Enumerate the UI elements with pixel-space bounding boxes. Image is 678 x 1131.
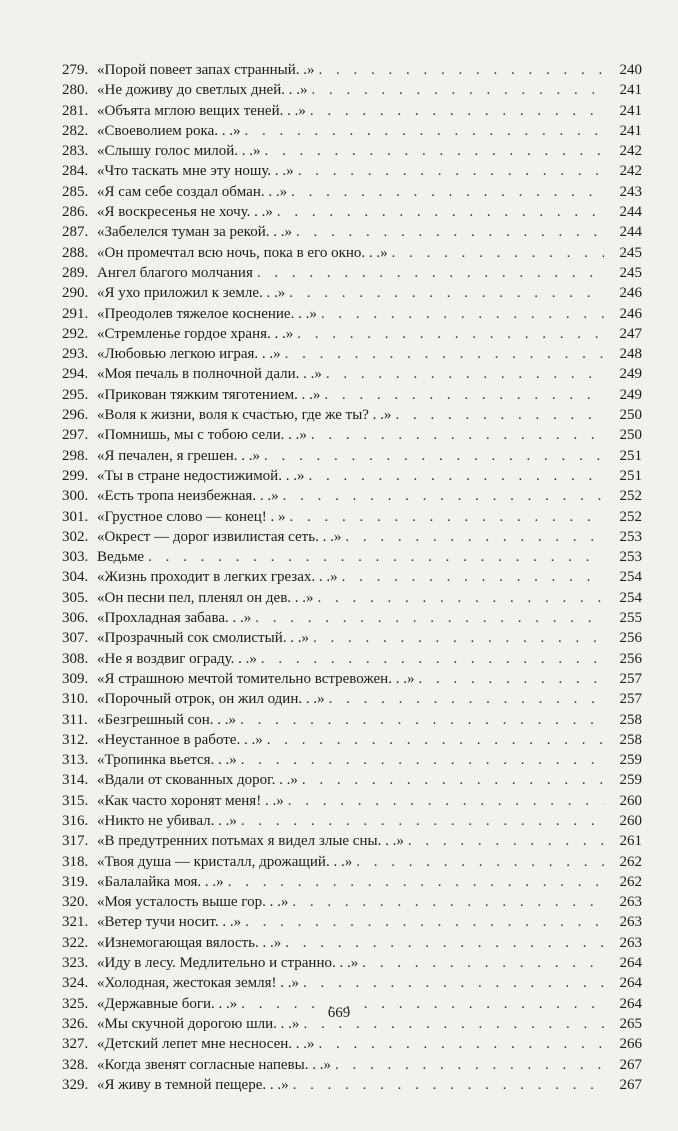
entry-page: 263 — [619, 894, 642, 911]
entry-title: «Ты в стране недостижимой. . .» — [97, 467, 305, 484]
entry-title: «Я сам себе создал обман. . .» — [97, 183, 288, 200]
dot-leader — [285, 344, 604, 364]
toc-entry — [62, 689, 642, 709]
entry-page: 241 — [619, 82, 642, 99]
entry-title: «Когда звенят согласные напевы. . .» — [97, 1056, 331, 1073]
entry-number: 294. — [62, 366, 89, 383]
dot-leader — [342, 567, 604, 587]
entry-title: «В предутренних потьмах я видел злые сны. . .» — [97, 833, 404, 850]
dot-leader — [291, 182, 604, 202]
entry-number: 320. — [62, 894, 89, 911]
entry-title: «Неустанное в работе. . .» — [97, 731, 263, 748]
entry-number: 279. — [62, 62, 89, 78]
entry-page: 265 — [619, 1015, 642, 1032]
entry-number: 308. — [62, 650, 89, 667]
toc-entry — [62, 222, 642, 242]
dot-leader — [288, 791, 604, 811]
entry-number: 287. — [62, 224, 89, 241]
entry-page: 252 — [619, 508, 642, 525]
dot-leader — [312, 80, 605, 100]
entry-title: «Помнишь, мы с тобою сели. . .» — [97, 427, 307, 444]
entry-number: 296. — [62, 407, 89, 424]
entry-title: «Моя усталость выше гор. . .» — [97, 894, 289, 911]
dot-leader — [255, 608, 604, 628]
entry-number: 286. — [62, 204, 89, 221]
toc-entry — [62, 811, 642, 831]
entry-title: «Тропинка вьется. . .» — [97, 752, 237, 769]
dot-leader — [241, 811, 604, 831]
dot-leader — [310, 101, 604, 121]
toc-entry — [62, 547, 642, 567]
entry-number: 321. — [62, 914, 89, 931]
entry-page: 267 — [619, 1076, 642, 1093]
entry-page: 258 — [619, 731, 642, 748]
entry-page: 253 — [619, 549, 642, 566]
entry-number: 299. — [62, 467, 89, 484]
entry-title: «Мы скучной дорогою шли. . .» — [97, 1015, 300, 1032]
entry-page: 248 — [619, 346, 642, 363]
toc-entry — [62, 263, 642, 283]
table-of-contents — [62, 60, 642, 1095]
entry-page: 263 — [619, 914, 642, 931]
toc-entry — [62, 60, 642, 80]
dot-leader — [277, 202, 604, 222]
toc-entry — [62, 486, 642, 506]
toc-entry — [62, 121, 642, 141]
dot-leader — [324, 385, 604, 405]
toc-entry — [62, 466, 642, 486]
dot-leader — [245, 912, 604, 932]
dot-leader — [297, 324, 604, 344]
dot-leader — [395, 405, 604, 425]
toc-entry — [62, 1034, 642, 1054]
entry-number: 306. — [62, 610, 89, 627]
entry-number: 312. — [62, 731, 89, 748]
entry-page: 259 — [619, 752, 642, 769]
dot-leader — [298, 161, 604, 181]
toc-entry — [62, 324, 642, 344]
entry-page: 264 — [619, 975, 642, 992]
entry-title: «Балалайка моя. . .» — [97, 873, 224, 890]
dot-leader — [267, 730, 604, 750]
toc-entry — [62, 202, 642, 222]
entry-number: 325. — [62, 995, 89, 1012]
entry-page: 257 — [619, 670, 642, 687]
entry-page: 264 — [619, 995, 642, 1012]
entry-page: 261 — [619, 833, 642, 850]
entry-number: 304. — [62, 569, 89, 586]
entry-title: «Слышу голос милой. . .» — [97, 143, 261, 160]
toc-entry — [62, 1055, 642, 1075]
entry-page: 253 — [619, 528, 642, 545]
entry-title: «Я живу в темной пещере. . .» — [97, 1076, 289, 1093]
entry-number: 298. — [62, 447, 89, 464]
entry-title: «Жизнь проходит в легких грезах. . .» — [97, 569, 338, 586]
entry-number: 284. — [62, 163, 89, 180]
entry-page: 241 — [619, 102, 642, 119]
entry-number: 309. — [62, 670, 89, 687]
entry-number: 285. — [62, 183, 89, 200]
entry-number: 307. — [62, 630, 89, 647]
entry-title: «Прохладная забава. . .» — [97, 610, 252, 627]
toc-entry — [62, 182, 642, 202]
dot-leader — [302, 770, 604, 790]
dot-leader — [241, 750, 604, 770]
dot-leader — [321, 304, 604, 324]
entry-page: 249 — [619, 366, 642, 383]
toc-entry — [62, 141, 642, 161]
toc-entry — [62, 385, 642, 405]
toc-entry — [62, 283, 642, 303]
toc-entry — [62, 243, 642, 263]
entry-number: 313. — [62, 752, 89, 769]
toc-entry — [62, 649, 642, 669]
entry-page: 252 — [619, 488, 642, 505]
toc-entry — [62, 446, 642, 466]
toc-entry — [62, 527, 642, 547]
entry-number: 316. — [62, 812, 89, 829]
entry-title: «Безгрешный сон. . .» — [97, 711, 237, 728]
entry-number: 326. — [62, 1015, 89, 1032]
toc-entry — [62, 791, 642, 811]
entry-title: «Никто не убивал. . .» — [97, 812, 237, 829]
toc-entry — [62, 770, 642, 790]
dot-leader — [148, 547, 604, 567]
dot-leader — [408, 831, 604, 851]
entry-title: «Есть тропа неизбежная. . .» — [97, 488, 279, 505]
dot-leader — [418, 669, 604, 689]
entry-page: 245 — [619, 264, 642, 281]
entry-page: 258 — [619, 711, 642, 728]
toc-entry — [62, 852, 642, 872]
entry-page: 242 — [619, 143, 642, 160]
entry-title: «Не я воздвиг ограду. . .» — [97, 650, 257, 667]
dot-leader — [319, 60, 604, 80]
dot-leader — [392, 243, 604, 263]
entry-number: 290. — [62, 285, 89, 302]
entry-page: 264 — [619, 955, 642, 972]
entry-title: «Он песни пел, пленял он дев. . .» — [97, 589, 314, 606]
dot-leader — [308, 466, 604, 486]
entry-number: 329. — [62, 1076, 89, 1093]
dot-leader — [283, 486, 604, 506]
entry-title: Ведьме — [97, 549, 145, 566]
entry-page: 256 — [619, 630, 642, 647]
toc-entry — [62, 669, 642, 689]
entry-number: 295. — [62, 386, 89, 403]
entry-number: 297. — [62, 427, 89, 444]
entry-page: 245 — [619, 244, 642, 261]
entry-number: 291. — [62, 305, 89, 322]
entry-title: «Иду в лесу. Медлительно и странно. . .» — [97, 955, 359, 972]
entry-page: 262 — [619, 853, 642, 870]
toc-entry — [62, 608, 642, 628]
toc-entry — [62, 892, 642, 912]
entry-number: 301. — [62, 508, 89, 525]
toc-entry — [62, 628, 642, 648]
entry-page: 260 — [619, 812, 642, 829]
entry-number: 327. — [62, 1036, 89, 1053]
entry-page: 259 — [619, 772, 642, 789]
entry-title: «Стремленье гордое храня. . .» — [97, 325, 294, 342]
entry-page: 246 — [619, 305, 642, 322]
toc-entry — [62, 567, 642, 587]
entry-title: «Своеволием рока. . .» — [97, 122, 241, 139]
entry-page: 263 — [619, 934, 642, 951]
entry-page: 246 — [619, 285, 642, 302]
toc-entry — [62, 912, 642, 932]
dot-leader — [257, 263, 604, 283]
entry-page: 250 — [619, 427, 642, 444]
entry-page: 254 — [619, 569, 642, 586]
toc-entry — [62, 304, 642, 324]
dot-leader — [292, 892, 604, 912]
entry-number: 310. — [62, 691, 89, 708]
entry-page: 241 — [619, 122, 642, 139]
dot-leader — [240, 710, 604, 730]
entry-number: 283. — [62, 143, 89, 160]
entry-title: «Прозрачный сок смолистый. . .» — [97, 630, 309, 647]
dot-leader — [335, 1055, 604, 1075]
entry-page: 266 — [619, 1036, 642, 1053]
dot-leader — [311, 425, 604, 445]
entry-title: «Я ухо приложил к земле. . .» — [97, 285, 286, 302]
entry-page: 243 — [619, 183, 642, 200]
entry-title: «Порой повеет запах странный. .» — [97, 62, 315, 78]
entry-title: «Он промечтал всю ночь, пока в его окно. . .» — [97, 244, 388, 261]
entry-number: 317. — [62, 833, 89, 850]
entry-page: 244 — [619, 224, 642, 241]
dot-leader — [296, 222, 604, 242]
toc-entry — [62, 933, 642, 953]
toc-entry — [62, 831, 642, 851]
entry-number: 292. — [62, 325, 89, 342]
entry-number: 303. — [62, 549, 89, 566]
entry-title: «Прикован тяжким тяготением. . .» — [97, 386, 321, 403]
entry-number: 311. — [62, 711, 88, 728]
toc-entry — [62, 101, 642, 121]
entry-page: 257 — [619, 691, 642, 708]
entry-title: «Изнемогающая вялость. . .» — [97, 934, 282, 951]
page-number: 669 — [327, 1005, 351, 1021]
entry-title: «Окрест — дорог извилистая сеть. . .» — [97, 528, 342, 545]
entry-title: «Объята мглою вещих теней. . .» — [97, 102, 306, 119]
entry-title: «Как часто хоронят меня! . .» — [97, 792, 284, 809]
dot-leader — [303, 973, 604, 993]
entry-title: «Забелелся туман за рекой. . .» — [97, 224, 292, 241]
entry-number: 282. — [62, 122, 89, 139]
entry-number: 305. — [62, 589, 89, 606]
toc-entry — [62, 973, 642, 993]
entry-number: 281. — [62, 102, 89, 119]
dot-leader — [362, 953, 604, 973]
entry-number: 319. — [62, 873, 89, 890]
entry-page: 244 — [619, 204, 642, 221]
entry-page: 267 — [619, 1056, 642, 1073]
dot-leader — [345, 527, 604, 547]
dot-leader — [245, 121, 605, 141]
dot-leader — [285, 933, 604, 953]
entry-title: «Ветер тучи носит. . .» — [97, 914, 242, 931]
dot-leader — [318, 588, 604, 608]
entry-title: «Вдали от скованных дорог. . .» — [97, 772, 298, 789]
dot-leader — [329, 689, 604, 709]
entry-title: «Я печален, я грешен. . .» — [97, 447, 261, 464]
toc-entry — [62, 405, 642, 425]
entry-title: «Преодолев тяжелое коснение. . .» — [97, 305, 317, 322]
entry-number: 314. — [62, 772, 89, 789]
entry-number: 300. — [62, 488, 89, 505]
dot-leader — [356, 852, 604, 872]
toc-entry — [62, 80, 642, 100]
entry-page: 250 — [619, 407, 642, 424]
entry-title: Ангел благого молчания — [97, 264, 253, 281]
entry-title: «Державные боги. . .» — [97, 995, 238, 1012]
toc-entry — [62, 344, 642, 364]
entry-page: 251 — [619, 467, 642, 484]
entry-title: «Что таскать мне эту ношу. . .» — [97, 163, 294, 180]
entry-page: 249 — [619, 386, 642, 403]
toc-entry — [62, 507, 642, 527]
dot-leader — [265, 141, 605, 161]
entry-page: 240 — [619, 62, 642, 78]
entry-page: 255 — [619, 610, 642, 627]
entry-title: «Моя печаль в полночной дали. . .» — [97, 366, 322, 383]
entry-title: «Я воскресенья не хочу. . .» — [97, 204, 273, 221]
entry-number: 288. — [62, 244, 89, 261]
entry-title: «Твоя душа — кристалл, дрожащий. . .» — [97, 853, 353, 870]
dot-leader — [326, 364, 604, 384]
toc-entry — [62, 730, 642, 750]
entry-title: «Не доживу до светлых дней. . .» — [97, 82, 308, 99]
entry-page: 254 — [619, 589, 642, 606]
toc-entry — [62, 710, 642, 730]
dot-leader — [289, 507, 604, 527]
entry-page: 260 — [619, 792, 642, 809]
toc-entry — [62, 588, 642, 608]
dot-leader — [293, 1075, 604, 1095]
entry-number: 323. — [62, 955, 89, 972]
entry-number: 324. — [62, 975, 89, 992]
entry-title: «Холодная, жестокая земля! . .» — [97, 975, 299, 992]
toc-entry — [62, 953, 642, 973]
entry-number: 318. — [62, 853, 89, 870]
entry-title: «Порочный отрок, он жил один. . .» — [97, 691, 325, 708]
entry-page: 262 — [619, 873, 642, 890]
entry-number: 289. — [62, 264, 89, 281]
entry-title: «Грустное слово — конец! . » — [97, 508, 286, 525]
dot-leader — [264, 446, 604, 466]
toc-entry — [62, 750, 642, 770]
entry-title: «Воля к жизни, воля к счастью, где же ты? . .» — [97, 407, 392, 424]
entry-page: 256 — [619, 650, 642, 667]
entry-title: «Детский лепет мне несносен. . .» — [97, 1036, 315, 1053]
entry-page: 247 — [619, 325, 642, 342]
entry-number: 322. — [62, 934, 89, 951]
entry-number: 315. — [62, 792, 89, 809]
dot-leader — [289, 283, 604, 303]
toc-entry — [62, 1075, 642, 1095]
toc-entry — [62, 872, 642, 892]
entry-number: 302. — [62, 528, 89, 545]
entry-number: 280. — [62, 82, 89, 99]
toc-entry — [62, 364, 642, 384]
entry-page: 242 — [619, 163, 642, 180]
dot-leader — [261, 649, 604, 669]
entry-number: 328. — [62, 1056, 89, 1073]
dot-leader — [313, 628, 604, 648]
dot-leader — [228, 872, 604, 892]
entry-title: «Я страшною мечтой томительно встревожен. . .» — [97, 670, 415, 687]
dot-leader — [319, 1034, 604, 1054]
toc-entry — [62, 161, 642, 181]
entry-page: 251 — [619, 447, 642, 464]
toc-entry — [62, 425, 642, 445]
entry-title: «Любовью легкою играя. . .» — [97, 346, 281, 363]
entry-number: 293. — [62, 346, 89, 363]
